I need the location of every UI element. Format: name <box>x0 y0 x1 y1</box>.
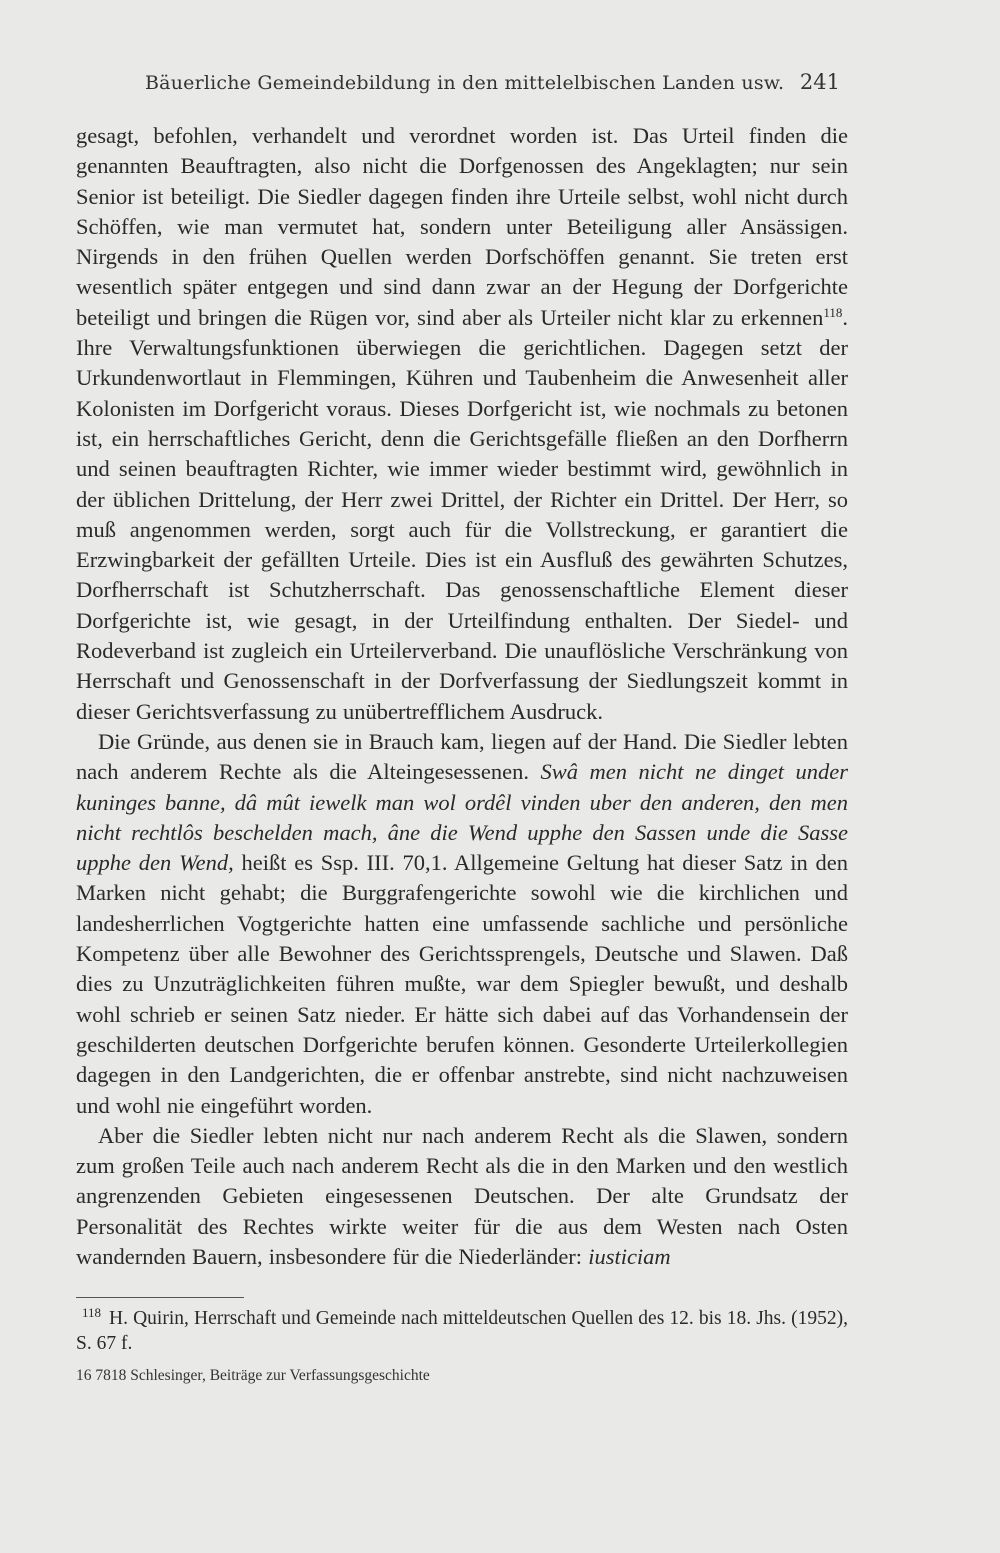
paragraph-1 <box>76 121 848 727</box>
paragraph-3-text-a: Aber die Siedler lebten nicht nur nach anderem Recht als die Slawen, sondern zum großen Teile auch nach anderem Recht als die in den Marken und den westlich angrenzenden Gebieten eingesessenen Deutschen. Der alte Grundsatz der Personalität des Rechtes wirkte weiter für die aus dem Westen nach Osten wandernden Bauern, insbesondere für die Niederländer: <box>76 1122 848 1269</box>
sachsenspiegel-quote: Swâ men nicht ne dinget under kuninges banne, dâ mût iewelk man wol ordêl vinden uber den anderen, den men nicht rechtlôs beschelden mach, âne die Wend upphe den Sassen unde die Sasse upphe den Wend, <box>76 759 849 876</box>
paragraph-2-text-b: heißt es Ssp. III. 70,1. Allgemeine Geltung hat dieser Satz in den Marken nicht gehabt; die Burggrafengerichte sowohl wie die kirchlichen und landesherrlichen Vogtgerichte hatten eine umfassende sachliche und persönliche Kompetenz über alle Bewohner des Gerichtssprengels, Deutsche und Slawen. Daß dies zu Unzuträglichkeiten führen mußte, war dem Spiegler bewußt, und deshalb wohl schrieb er seinen Satz nieder. Er hätte sich dabei auf das Vorhandensein der geschilderten deutschen Dorfgerichte berufen können. Gesonderte Urteilerkollegien dagegen in den Landgerichten, die er offenbar anstrebte, sind nicht nachzuweisen und wohl nie eingeführt worden. <box>76 850 848 1118</box>
footnote-reference: 118 <box>823 304 843 320</box>
footnote-text: H. Quirin, Herrschaft und Gemeinde nach mitteldeutschen Quellen des 12. bis 18. Jhs. (1952), S. 67 f. <box>76 1308 848 1354</box>
footnote-number: 118 <box>82 1305 102 1320</box>
printer-signature: 16 7818 Schlesinger, Beiträge zur Verfassungsgeschichte <box>76 1367 430 1384</box>
paragraph-2 <box>76 727 848 1121</box>
latin-quote: iusticiam <box>588 1243 671 1269</box>
paragraph-3 <box>76 1121 848 1272</box>
paragraph-1-text-a: gesagt, befohlen, verhandelt und verordnet worden ist. Das Urteil finden die genannten Beauftragten, also nicht die Dorfgenossen des Angeklagten; nur sein Senior ist beteiligt. Die Siedler dagegen finden ihre Urteile selbst, wohl nicht durch Schöffen, wie man vermutet hat, sondern unter Beteiligung aller Ansässigen. Nirgends in den frühen Quellen werden Dorfschöffen genannt. Sie treten erst wesentlich später entgegen und sind dann zwar an der Hegung der Dorfgerichte beteiligt und bringen die Rügen vor, sind aber als Urteiler nicht klar zu erkennen <box>76 123 848 330</box>
page-number: 241 <box>799 70 840 94</box>
footnote-rule <box>76 1297 244 1298</box>
paragraph-1-text-b: . Ihre Verwaltungsfunktionen überwiegen die gerichtlichen. Dagegen setzt der Urkundenwortlaut in Flemmingen, Kühren und Taubenheim die Anwesenheit aller Kolonisten im Dorfgericht voraus. Dieses Dorfgericht ist, wie nochmals zu betonen ist, ein herrschaftliches Gericht, denn die Gerichtsgefälle fließen an den Dorfherrn und seinen beauftragten Richter, wie immer wieder bestimmt wird, gewöhnlich in der üblichen Drittelung, der Herr zwei Drittel, der Richter ein Drittel. Der Herr, so muß angenommen werden, sorgt auch für die Vollstreckung, er garantiert die Erzwingbarkeit der gefällten Urteile. Dies ist ein Ausfluß des gewährten Schutzes, Dorfherrschaft ist Schutzherrschaft. Das genossenschaftliche Element dieser Dorfgerichte ist, wie gesagt, in der Urteilfindung enthalten. Der Siedel- und Rodeverband ist zugleich ein Urteilerverband. Die unauflösliche Verschränkung von Herrschaft und Genossenschaft in der Dorfverfassung der Siedlungszeit kommt in dieser Gerichtsverfassung zu unübertrefflichem Ausdruck. <box>76 304 848 724</box>
running-head: Bäuerliche Gemeindebildung in den mittelelbischen Landen usw. <box>145 72 785 94</box>
paragraph-2-text-a: Die Gründe, aus denen sie in Brauch kam, liegen auf der Hand. Die Siedler lebten nach anderem Rechte als die Alteingesessenen. <box>76 728 848 785</box>
footnote <box>76 1306 848 1356</box>
body-text <box>76 121 848 1272</box>
